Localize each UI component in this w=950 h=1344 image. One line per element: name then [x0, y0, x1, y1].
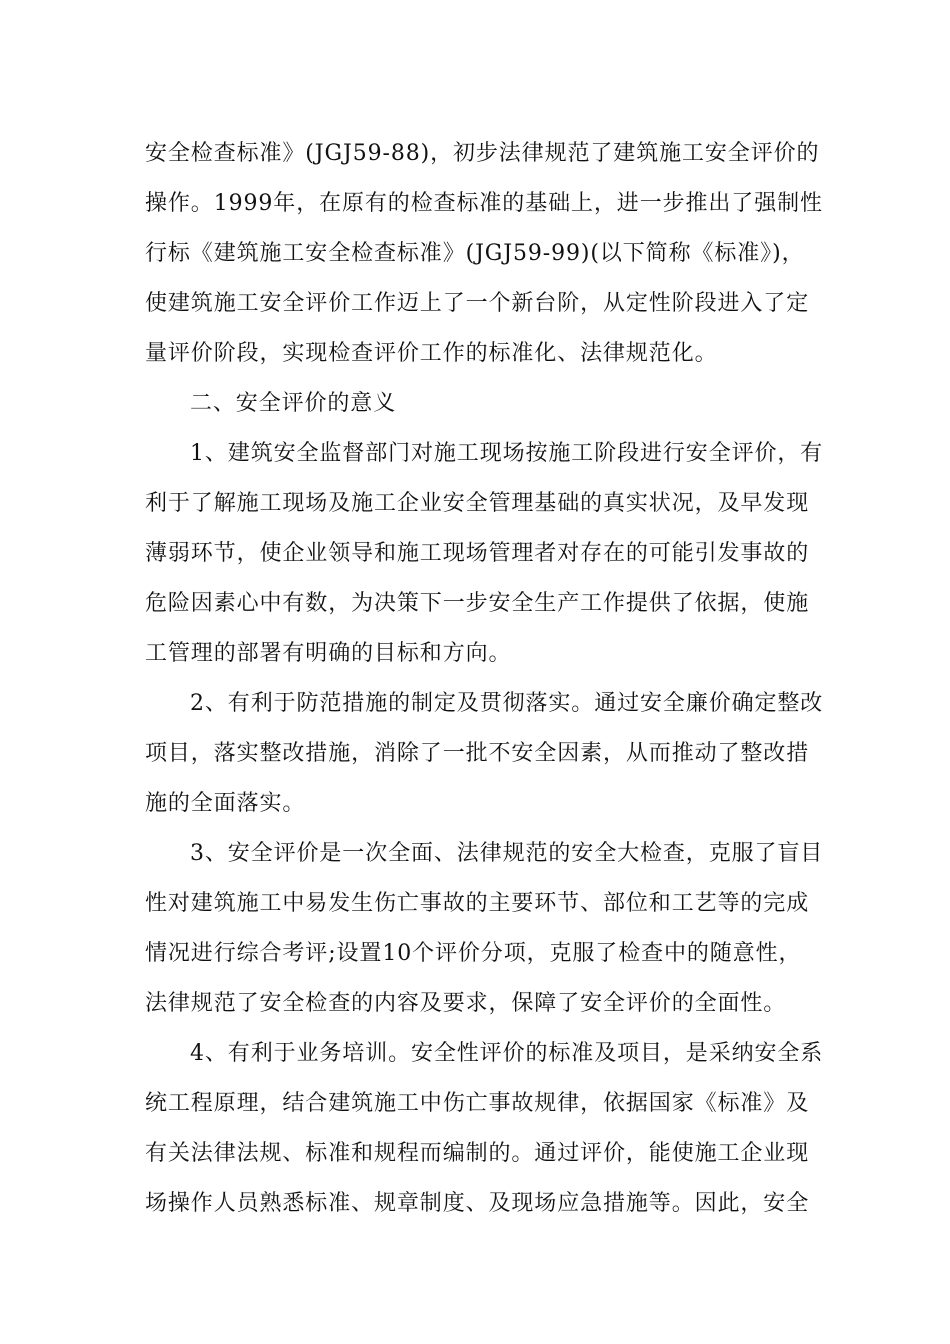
text-line: 性对建筑施工中易发生伤亡事故的主要环节、部位和工艺等的完成 [145, 891, 810, 916]
text-line: 危险因素心中有数，为决策下一步安全生产工作提供了依据，使施 [145, 591, 810, 616]
text-line: 利于了解施工现场及施工企业安全管理基础的真实状况，及早发现 [145, 491, 810, 516]
text-line: 使建筑施工安全评价工作迈上了一个新台阶，从定性阶段进入了定 [145, 291, 810, 316]
text-line: 行标《建筑施工安全检查标准》(JGJ59-99)(以下简称《标准》)， [145, 241, 805, 266]
text-line: 施的全面落实。 [145, 791, 306, 816]
text-line: 操作。1999年，在原有的检查标准的基础上，进一步推出了强制性 [145, 191, 823, 216]
text-line: 情况进行综合考评;设置10个评价分项，克服了检查中的随意性， [145, 941, 802, 966]
text-line: 有关法律法规、标准和规程而编制的。通过评价，能使施工企业现 [145, 1141, 810, 1166]
text-line: 1、建筑安全监督部门对施工现场按施工阶段进行安全评价，有 [190, 441, 824, 466]
text-line: 场操作人员熟悉标准、规章制度、及现场应急措施等。因此，安全 [145, 1191, 810, 1216]
text-line: 统工程原理，结合建筑施工中伤亡事故规律，依据国家《标准》及 [145, 1091, 810, 1116]
text-line: 安全检查标准》(JGJ59-88)，初步法律规范了建筑施工安全评价的 [145, 141, 820, 166]
text-line: 2、有利于防范措施的制定及贯彻落实。通过安全廉价确定整改 [190, 691, 824, 716]
text-line: 法律规范了安全检查的内容及要求，保障了安全评价的全面性。 [145, 991, 787, 1016]
text-line: 工管理的部署有明确的目标和方向。 [145, 641, 512, 666]
text-line: 薄弱环节，使企业领导和施工现场管理者对存在的可能引发事故的 [145, 541, 810, 566]
text-line: 项目，落实整改措施，消除了一批不安全因素，从而推动了整改措 [145, 741, 810, 766]
text-line: 量评价阶段，实现检查评价工作的标准化、法律规范化。 [145, 341, 718, 366]
section-heading: 二、安全评价的意义 [190, 391, 397, 416]
text-line: 4、有利于业务培训。安全性评价的标准及项目，是采纳安全系 [190, 1041, 824, 1066]
text-line: 3、安全评价是一次全面、法律规范的安全大检查，克服了盲目 [190, 841, 824, 866]
